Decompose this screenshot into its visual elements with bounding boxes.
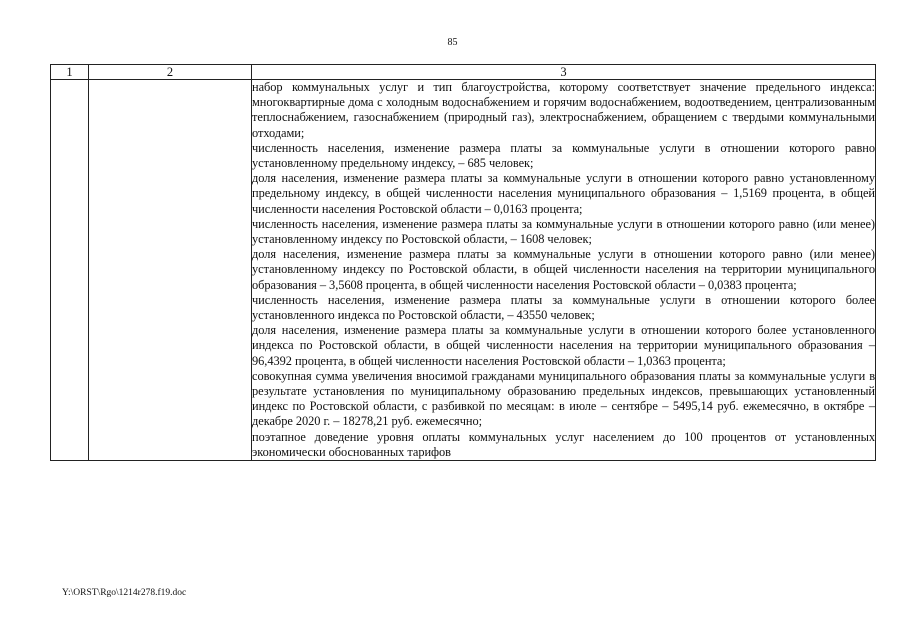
paragraph-total-increase: совокупная сумма увеличения вносимой гражданами муниципального образования платы за коммунальные услуги в результате установления по муниципальному образованию предельных индексов, превышающих установленный индекс по Ростовской области, с разбивкой по месяцам: в июле – сентябре – 5495,14 руб. ежемесячно, в октябре – декабре 2020 г. – 18278,21 руб. ежемесячно; (252, 368, 875, 429)
table-cell-content (252, 80, 876, 461)
paragraph-share-above-index: доля населения, изменение размера платы за коммунальные услуги в отношении которого более установленного индекса по Ростовской области, в общей численности населения на территории муниципального образования – 96,4392 процента, в общей численности населения Ростовской области – 1,0363 процента; (252, 323, 875, 368)
paragraph-population-equal-limit: численность населения, изменение размера платы за коммунальные услуги в отношении которого равно установленному предельному индексу, – 685 человек; (252, 140, 875, 171)
column-header-2: 2 (89, 65, 252, 80)
paragraph-population-regional-index: численность населения, изменение размера платы за коммунальные услуги в отношении которого равно (или менее) установленному индексу по Ростовской области, – 1608 человек; (252, 216, 875, 247)
paragraph-population-above-index: численность населения, изменение размера платы за коммунальные услуги в отношении которого более установленного индекса по Ростовской области, – 43550 человек; (252, 292, 875, 323)
paragraph-share-equal-limit: доля населения, изменение размера платы за коммунальные услуги в отношении которого равно установленному предельному индексу, в общей численности населения муниципального образования – 1,5169 процента, в общей численности населения Ростовской области – 0,0163 процента; (252, 171, 875, 216)
column-header-1: 1 (51, 65, 89, 80)
paragraph-utility-set: набор коммунальных услуг и тип благоустройства, которому соответствует значение предельного индекса: многоквартирные дома с холодным водоснабжением и горячим водоснабжением, водоотведением, централизованным теплоснабжением, газоснабжением (природный газ), электроснабжением, обращением с твердыми коммунальными отходами; (252, 80, 875, 140)
document-table (50, 64, 876, 461)
column-header-3: 3 (252, 65, 876, 80)
paragraph-share-regional-index: доля населения, изменение размера платы за коммунальные услуги в отношении которого равно (или менее) установленному индексу по Ростовской области, в общей численности населения на территории муниципального образования – 3,5608 процента, в общей численности населения Ростовской области – 0,0383 процента; (252, 247, 875, 292)
page-number: 85 (447, 37, 458, 48)
table-row (51, 80, 876, 461)
paragraph-gradual-payment: поэтапное доведение уровня оплаты коммунальных услуг населением до 100 процентов от установленных экономически обоснованных тарифов (252, 429, 875, 459)
table-cell-col1 (51, 80, 89, 461)
table-cell-col2 (89, 80, 252, 461)
footer-file-path: Y:\ORST\Rgo\1214r278.f19.doc (62, 588, 187, 598)
table-header-row (51, 65, 876, 80)
